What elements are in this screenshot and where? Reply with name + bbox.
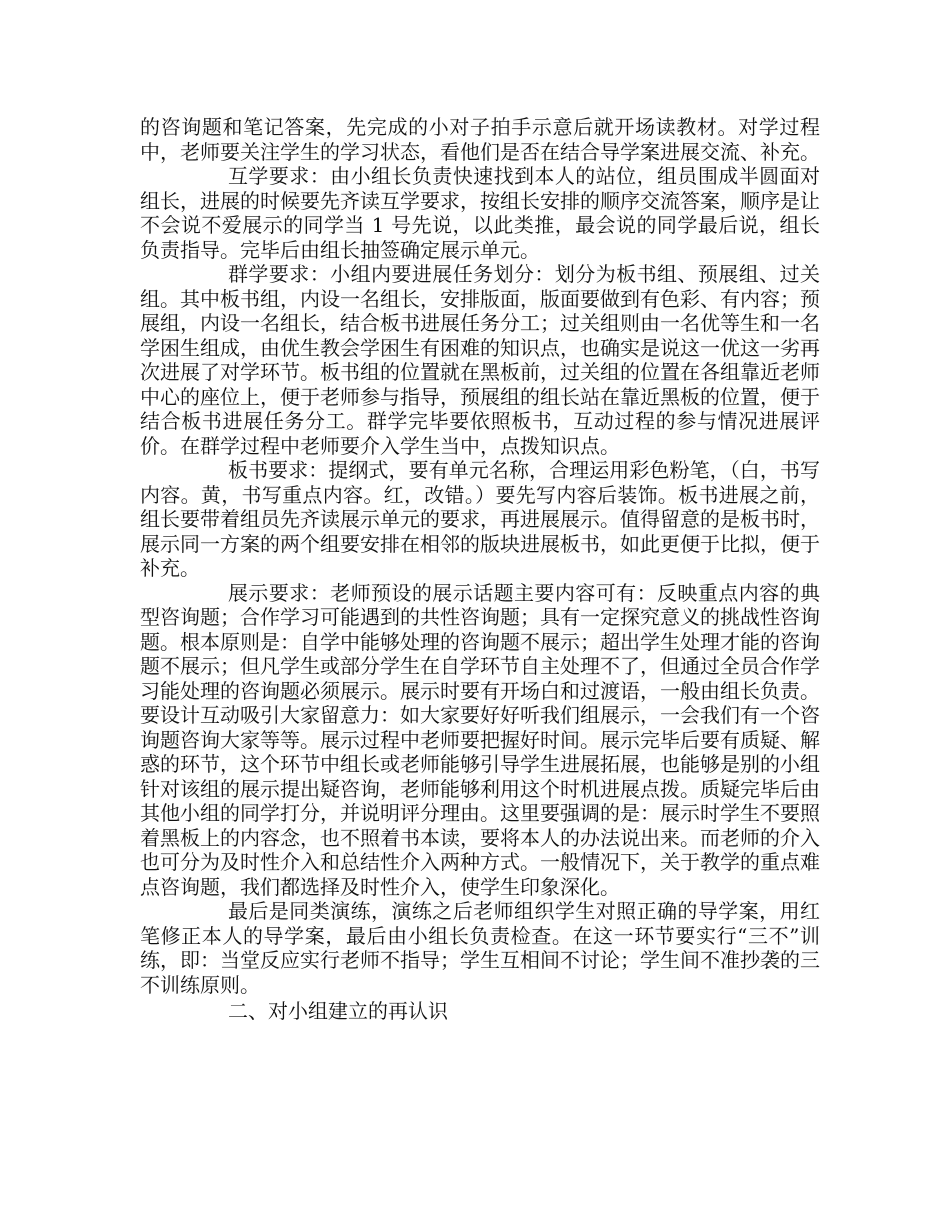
paragraph-blackboard-requirements: 板书要求：提纲式，要有单元名称，合理运用彩色粉笔，（白，书写内容。黄，书写重点内容。红，改错。）要先写内容后装饰。板书进展之前，组长要带着组员先齐读展示单元的要求，再进展展示。值得留意的是板书时，展示同一方案的两个组要安排在相邻的版块进展板书，如此更便于比拟，便于补充。 (140, 458, 820, 580)
section-heading-group-building: 二、对小组建立的再认识 (228, 999, 448, 1023)
paragraph-presentation-requirements: 展示要求：老师预设的展示话题主要内容可有：反映重点内容的典型咨询题；合作学习可能遇到的共性咨询题；具有一定探究意义的挑战性咨询题。根本原则是：自学中能够处理的咨询题不展示；超出学生处理才能的咨询题不展示；但凡学生或部分学生在自学环节自主处理不了，但通过全员合作学习能处理的咨询题必须展示。展示时要有开场白和过渡语，一般由组长负责。要设计互动吸引大家留意力：如大家要好好听我们组展示，一会我们有一个咨询题咨询大家等等。展示过程中老师要把握好时间。展示完毕后要有质疑、解惑的环节，这个环节中组长或老师能够引导学生进展拓展，也能够是别的小组针对该组的展示提出疑咨询，老师能够利用这个时机进展点拨。质疑完毕后由其他小组的同学打分，并说明评分理由。这里要强调的是：展示时学生不要照着黑板上的内容念，也不照着书本读，要将本人的办法说出来。而老师的介入也可分为及时性介入和总结性介入两种方式。一般情况下，关于教学的重点难点咨询题，我们都选择及时性介入，使学生印象深化。 (140, 580, 820, 899)
document-page (140, 115, 820, 1024)
paragraph-study-pairs-continued: 的咨询题和笔记答案，先完成的小对子拍手示意后就开场读教材。对学过程中，老师要关注学生的学习状态，看他们是否在结合导学案进展交流、补充。 (140, 115, 820, 164)
paragraph-group-study-requirements: 群学要求：小组内要进展任务划分：划分为板书组、预展组、过关组。其中板书组，内设一名组长，安排版面，版面要做到有色彩、有内容；预展组，内设一名组长，结合板书进展任务分工；过关组则由一名优等生和一名学困生组成，由优生教会学困生有困难的知识点，也确实是说这一优这一劣再次进展了对学环节。板书组的位置就在黑板前，过关组的位置在各组靠近老师中心的座位上，便于老师参与指导，预展组的组长站在靠近黑板的位置，便于结合板书进展任务分工。群学完毕要依照板书，互动过程的参与情况进展评价。在群学过程中老师要介入学生当中，点拨知识点。 (140, 262, 820, 458)
paragraph-mutual-study-requirements: 互学要求：由小组长负责快速找到本人的站位，组员围成半圆面对组长，进展的时候要先齐读互学要求，按组长安排的顺序交流答案，顺序是让不会说不爱展示的同学当 1 号先说，以此类推，最会说的同学最后说，组长负责指导。完毕后由组长抽签确定展示单元。 (140, 164, 820, 262)
paragraph-practice-exercises: 最后是同类演练，演练之后老师组织学生对照正确的导学案，用红笔修正本人的导学案，最后由小组长负责检查。在这一环节要实行“三不”训练，即：当堂反应实行老师不指导；学生互相间不讨论；学生间不准抄袭的三不训练原则。 (140, 899, 820, 997)
